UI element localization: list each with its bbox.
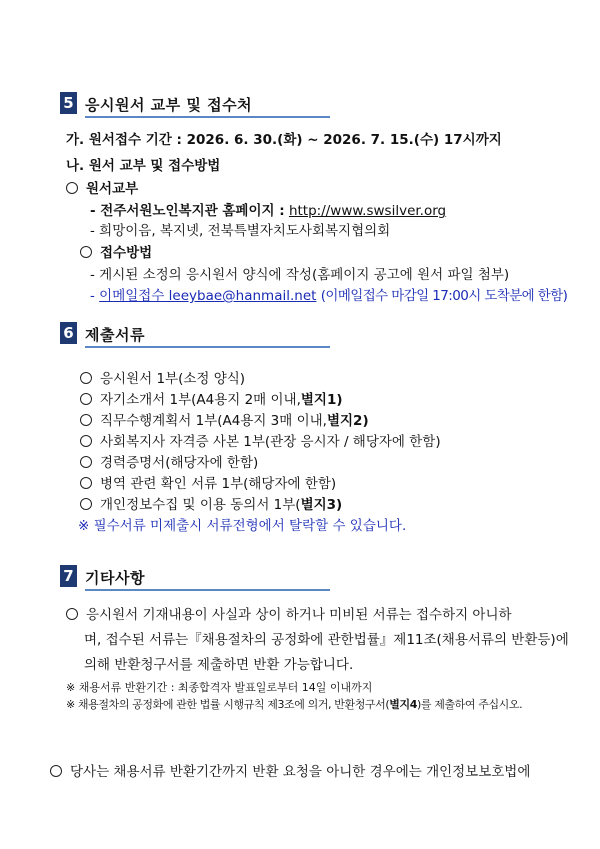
document-item-form-ref: 별지3)	[300, 497, 343, 513]
distribution-heading	[66, 180, 138, 198]
note-2-bold: 별지4	[389, 698, 417, 711]
document-item	[80, 454, 258, 472]
method-title: 나. 원서 교부 및 접수방법	[66, 158, 221, 174]
section-7-header	[60, 565, 330, 591]
notice-paragraph-line-1	[66, 606, 512, 624]
dist-1-prefix: - 전주서원노인복지관 홈페이지 :	[90, 203, 285, 219]
email-note: (이메일접수 마감일 17:00시 도착분에 한함)	[320, 288, 568, 304]
section-number: 5	[60, 92, 77, 114]
homepage-link[interactable]: http://www.swsilver.org	[288, 203, 447, 219]
section-underline	[85, 116, 330, 118]
email-link[interactable]: 이메일접수 leeybae@hanmail.net	[99, 288, 317, 304]
document-item	[80, 496, 342, 514]
distribution-item-1	[90, 202, 446, 220]
circle-bullet-icon	[80, 456, 92, 468]
distribution-item-2: - 희망이음, 복지넷, 전북특별자치도사회복지협의회	[90, 223, 391, 239]
circle-bullet-icon	[66, 608, 78, 620]
return-request-note	[66, 696, 522, 714]
document-item-text: 사회복지사 자격증 사본 1부(관장 응시자 / 해당자에 한함)	[100, 434, 441, 450]
document-item	[80, 433, 441, 451]
circle-bullet-icon	[80, 414, 92, 426]
section-underline	[85, 346, 330, 348]
circle-bullet-icon	[66, 182, 78, 194]
section-underline	[85, 589, 330, 591]
final-notice-text: 당사는 채용서류 반환기간까지 반환 요청을 아니한 경우에는 개인정보보호법에	[70, 764, 531, 780]
circle-bullet-icon	[50, 765, 62, 777]
period-label: 가. 원서접수 기간 :	[66, 132, 182, 148]
period-value: 2026. 6. 30.(화) ~ 2026. 7. 15.(수) 17시까지	[186, 132, 502, 148]
circle-bullet-icon	[80, 498, 92, 510]
document-item	[80, 391, 343, 409]
circle-bullet-icon	[80, 435, 92, 447]
section-6-header	[60, 322, 330, 348]
circle-bullet-icon	[80, 393, 92, 405]
document-item-text: 응시원서 1부(소정 양식)	[100, 371, 246, 387]
document-item-form-ref: 별지1)	[300, 392, 343, 408]
notice-paragraph-line-3: 의해 반환청구서를 제출하면 반환 가능합니다.	[84, 657, 354, 673]
document-item-text: 자기소개서 1부(A4용지 2매 이내,	[100, 392, 301, 408]
document-item-text: 경력증명서(해당자에 한함)	[100, 455, 259, 471]
note-2-suffix: )를 제출하여 주십시오.	[417, 698, 523, 711]
section-title: 응시원서 교부 및 접수처	[85, 96, 253, 114]
reception-title: 접수방법	[100, 245, 153, 261]
circle-bullet-icon	[80, 372, 92, 384]
section-number: 6	[60, 322, 77, 344]
section-title: 기타사항	[85, 569, 145, 587]
document-item-text: 개인정보수집 및 이용 동의서 1부(	[100, 497, 301, 513]
reception-heading	[80, 244, 152, 262]
circle-bullet-icon	[80, 246, 92, 258]
document-item-form-ref: 별지2)	[326, 413, 369, 429]
document-item	[80, 412, 369, 430]
return-period-note: ※ 채용서류 반환기간 : 최종합격자 발표일로부터 14일 이내까지	[66, 681, 373, 694]
notice-paragraph-line-2: 며, 접수된 서류는『채용절차의 공정화에 관한법률』제11조(채용서류의 반환등)에	[84, 632, 569, 648]
recv-2-prefix: -	[90, 288, 95, 304]
document-item-text: 직무수행계획서 1부(A4용지 3매 이내,	[100, 413, 327, 429]
note-2-prefix: ※ 채용절차의 공정화에 관한 법률 시행규칙 제3조에 의거, 반환청구서(	[66, 698, 390, 711]
required-note: ※ 필수서류 미제출시 서류전형에서 탈락할 수 있습니다.	[78, 518, 407, 534]
document-item	[80, 475, 336, 493]
document-item	[80, 370, 245, 388]
section-5-header	[60, 92, 330, 118]
document-item-text: 병역 관련 확인 서류 1부(해당자에 한함)	[100, 476, 337, 492]
para-1: 응시원서 기재내용이 사실과 상이 하거나 미비된 서류는 접수하지 아니하	[86, 607, 512, 623]
period-line	[66, 131, 502, 149]
final-notice-line	[50, 763, 530, 781]
distribution-title: 원서교부	[86, 181, 139, 197]
reception-item-2	[90, 287, 567, 305]
reception-item-1: - 게시된 소정의 응시원서 양식에 작성(홈페이지 공고에 원서 파일 첨부)	[90, 267, 510, 283]
circle-bullet-icon	[80, 477, 92, 489]
section-title: 제출서류	[85, 326, 145, 344]
section-number: 7	[60, 565, 77, 587]
